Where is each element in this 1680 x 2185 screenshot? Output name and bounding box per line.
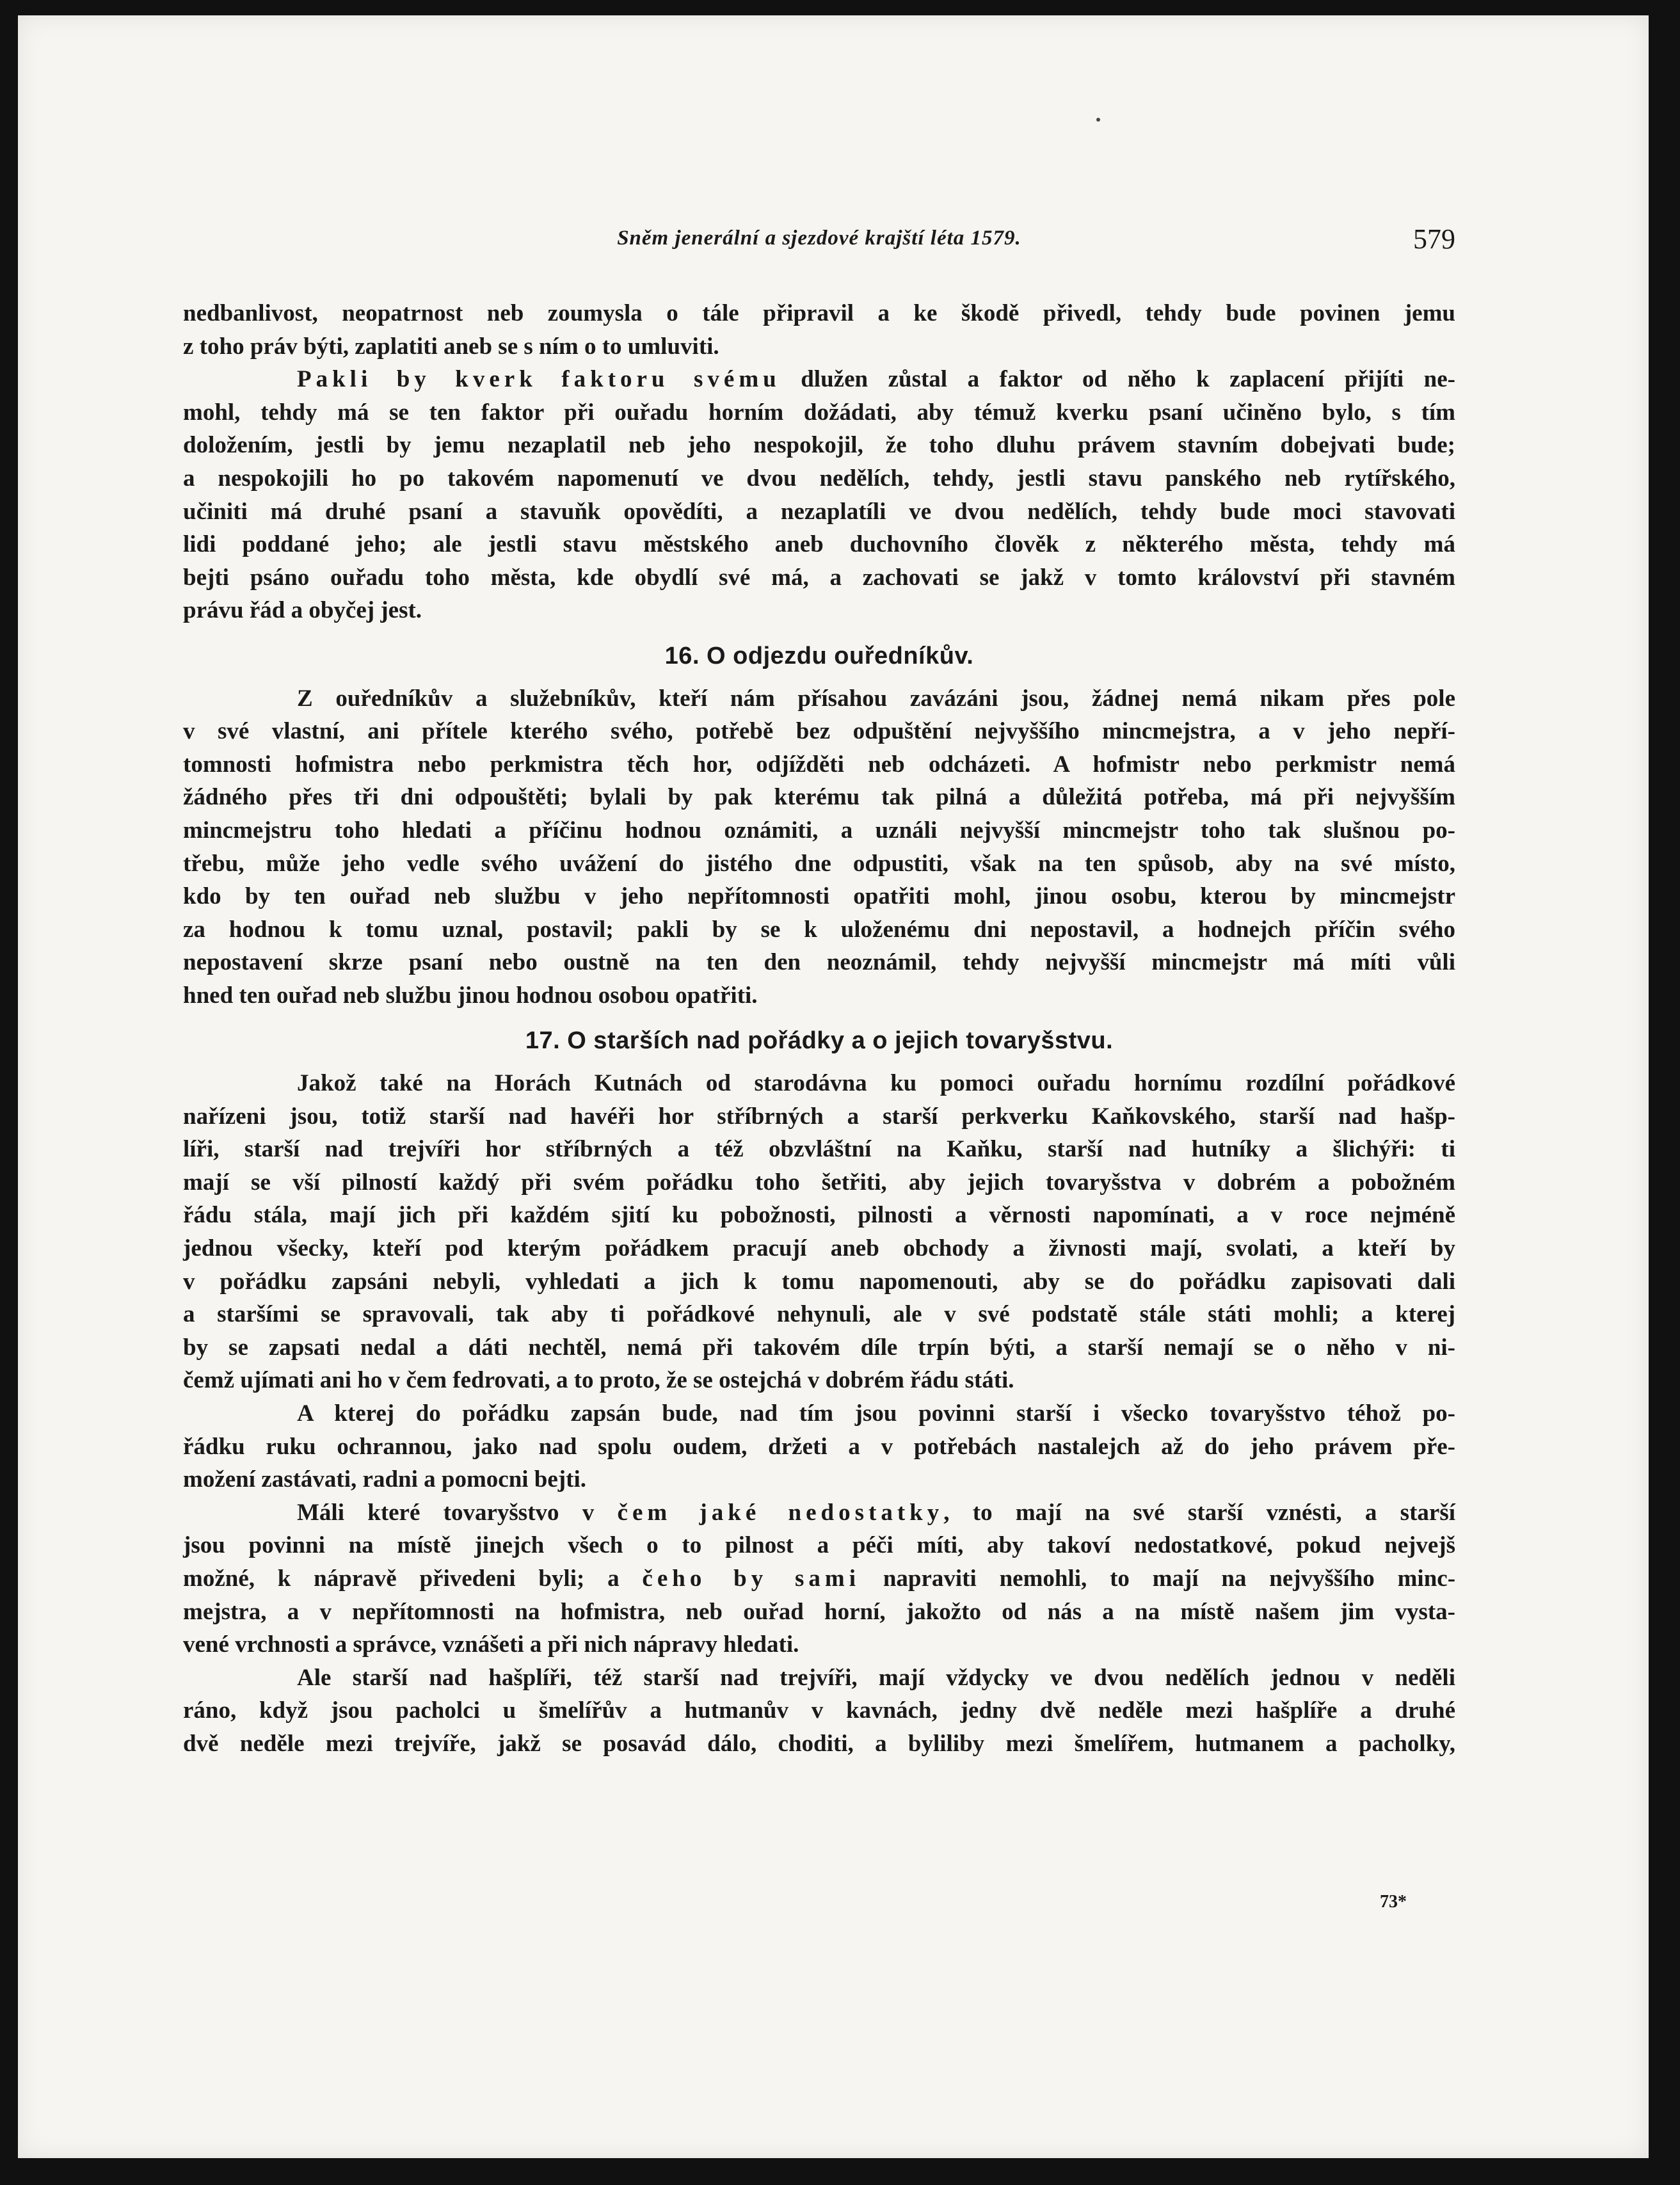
signature-mark: 73* xyxy=(1380,1892,1407,1912)
spaced-emphasis: čem jaké nedostatky xyxy=(617,1499,944,1526)
text-line: bejti psáno ouřadu toho města, kde obydlí své má, a zachovati se jakž v tomto království při stavném xyxy=(183,564,1455,591)
text-line: nařízeni jsou, totiž starší nad havéři hor stříbrných a starší perkverku Kaňkovského, starší nad hašp- xyxy=(183,1103,1455,1130)
text-line: Jakož také na Horách Kutnách od starodávna ku pomoci ouřadu hornímu rozdílní pořádkové xyxy=(297,1070,1455,1097)
text-line: nepostavení skrze psaní nebo oustně na ten den neoznámil, tehdy nejvyšší mincmejstr má míti vůli xyxy=(183,949,1455,976)
text-line: možné, k nápravě přivedeni byli; a čeho by sami napraviti nemohli, to mají na nejvyššího minc- xyxy=(183,1565,1456,1592)
spaced-emphasis: čeho by sami xyxy=(642,1565,861,1592)
text-line: dvě neděle mezi trejvíře, jakž se posavád dálo, choditi, a byliliby mezi šmelířem, hutmanem a pacholky, xyxy=(183,1730,1455,1757)
text-line: Z ouředníkův a služebníkův, kteří nám přísahou zavázáni jsou, žádnej nemá nikam přes pole xyxy=(297,685,1455,712)
text-line: mejstra, a v nepřítomnosti na hofmistra, neb ouřad horní, jakožto od nás a na místě našem jim vysta- xyxy=(183,1598,1455,1625)
text-line: doložením, jestli by jemu nezaplatil neb jeho nespokojil, že toho dluhu právem stavním dobejvati bude; xyxy=(183,432,1455,459)
page-number: 579 xyxy=(1413,223,1455,255)
text-line: A kterej do pořádku zapsán bude, nad tím jsou povinni starší i všecko tovaryšstvo téhož po- xyxy=(297,1400,1455,1427)
text-line: líři, starší nad trejvíři hor stříbrných a též obzvláštní na Kaňku, starší nad hutníky a šlichýři: ti xyxy=(183,1136,1455,1163)
text-line: kdo by ten ouřad neb službu v jeho nepřítomnosti opatřiti mohl, jinou osobu, kterou by mincmejstr xyxy=(183,883,1455,910)
text-line: Pakli by kverk faktoru svému dlužen zůstal a faktor od něho k zaplacení přijíti ne- xyxy=(297,366,1455,393)
text-line: v pořádku zapsáni nebyli, vyhledati a jich k tomu napomenouti, aby se do pořádku zapisovati dali xyxy=(183,1268,1455,1295)
text-line: a staršími se spravovali, tak aby ti pořádkové nehynuli, ale v své podstatě stále státi mohli; a kterej xyxy=(183,1301,1455,1328)
text-line: za hodnou k tomu uznal, postavil; pakli by se k uloženému dni nepostavil, a hodnejch příčin svého xyxy=(183,916,1455,943)
text-line: Ale starší nad hašplíři, též starší nad trejvíři, mají vždycky ve dvou nedělích jednou v neděli xyxy=(297,1664,1455,1691)
text-line: z toho práv býti, zaplatiti aneb se s ním o to umluviti. xyxy=(183,333,719,360)
text-line: řádu stála, mají jich při každém sjití ku pobožnosti, pilnosti a věrnosti napomínati, a v roce nejméně xyxy=(183,1202,1455,1229)
text-line: možení zastávati, radni a pomocni bejti. xyxy=(183,1466,586,1493)
body-text xyxy=(183,297,1455,1761)
running-title: Sněm jenerální a sjezdové krajští léta 1579. xyxy=(617,227,1021,250)
text-line: řádku ruku ochrannou, jako nad spolu oudem, držeti a v potřebách nastalejch až do jeho právem pře- xyxy=(183,1433,1455,1460)
ink-speck xyxy=(1096,118,1100,122)
text-line: žádného přes tři dni odpouštěti; bylali by pak kterému tak pilná a důležitá potřeba, má při nejvyšším xyxy=(183,784,1455,811)
text-line: by se zapsati nedal a dáti nechtěl, nemá při takovém díle trpín býti, a starší nemají se o něho v ni- xyxy=(183,1334,1455,1361)
text-line: mincmejstru toho hledati a příčinu hodnou oznámiti, a uználi nejvyšší mincmejstr toho tak slušnou po- xyxy=(183,817,1455,844)
text-line: hned ten ouřad neb službu jinou hodnou osobou opatřiti. xyxy=(183,982,758,1009)
text-line: učiniti má druhé psaní a stavuňk opovědíti, a nezaplatíli ve dvou nedělích, tehdy bude moci stavovati xyxy=(183,498,1455,525)
text-line: právu řád a obyčej jest. xyxy=(183,597,422,624)
section-title-16: 16. O odjezdu ouředníkův. xyxy=(664,642,974,669)
text-line: a nespokojili ho po takovém napomenutí ve dvou nedělích, tehdy, jestli stavu panského neb rytířského, xyxy=(183,465,1455,492)
text-line: čemž ujímati ani ho v čem fedrovati, a to proto, že se ostejchá v dobrém řádu státi. xyxy=(183,1367,1014,1394)
text-line: mohl, tehdy má se ten faktor při ouřadu horním dožádati, aby témuž kverku psaní učiněno bylo, s tím xyxy=(183,399,1455,426)
text-line: ráno, když jsou pacholci u šmelířův a hutmanův v kavnách, jedny dvě neděle mezi hašplíře a druhé xyxy=(183,1697,1455,1724)
text-line: vené vrchnosti a správce, vznášeti a při nich nápravy hledati. xyxy=(183,1631,799,1658)
text-line: jsou povinni na místě jinejch všech o to pilnost a péči míti, aby takoví nedostatkové, pokud nejvejš xyxy=(183,1532,1455,1559)
section-title-17: 17. O starších nad pořádky a o jejich tovaryšstvu. xyxy=(525,1027,1114,1055)
page-header xyxy=(183,223,1455,265)
text-line: tomnosti hofmistra nebo perkmistra těch hor, odjížděti neb odcházeti. A hofmistr nebo perkmistr nemá xyxy=(183,751,1455,778)
spaced-emphasis: Pakli by kverk faktoru svému xyxy=(297,366,781,393)
text-line: třebu, může jeho vedle svého uvážení do jistého dne odpustiti, však na ten spůsob, aby na své místo, xyxy=(183,850,1455,877)
text-line: Máli které tovaryšstvo v čem jaké nedostatky, to mají na své starší vznésti, a starší xyxy=(297,1499,1456,1526)
text-line: jednou všecky, kteří pod kterým pořádkem pracují aneb obchody a živnosti mají, svolati, a kteří by xyxy=(183,1235,1455,1262)
text-line: mají se vší pilností každý při svém pořádku toho šetřiti, aby jejich tovaryšstva v dobrém a pobožném xyxy=(183,1169,1455,1196)
page xyxy=(18,15,1649,2158)
text-line: nedbanlivost, neopatrnost neb zoumysla o tále připravil a ke škodě přivedl, tehdy bude povinen jemu xyxy=(183,300,1455,326)
text-line: v své vlastní, ani přítele kterého svého, potřebě bez odpuštění nejvyššího mincmejstra, a v jeho nepří- xyxy=(183,718,1455,745)
text-line: lidi poddané jeho; ale jestli stavu městského aneb duchovního člověk z některého města, tehdy má xyxy=(183,531,1455,558)
